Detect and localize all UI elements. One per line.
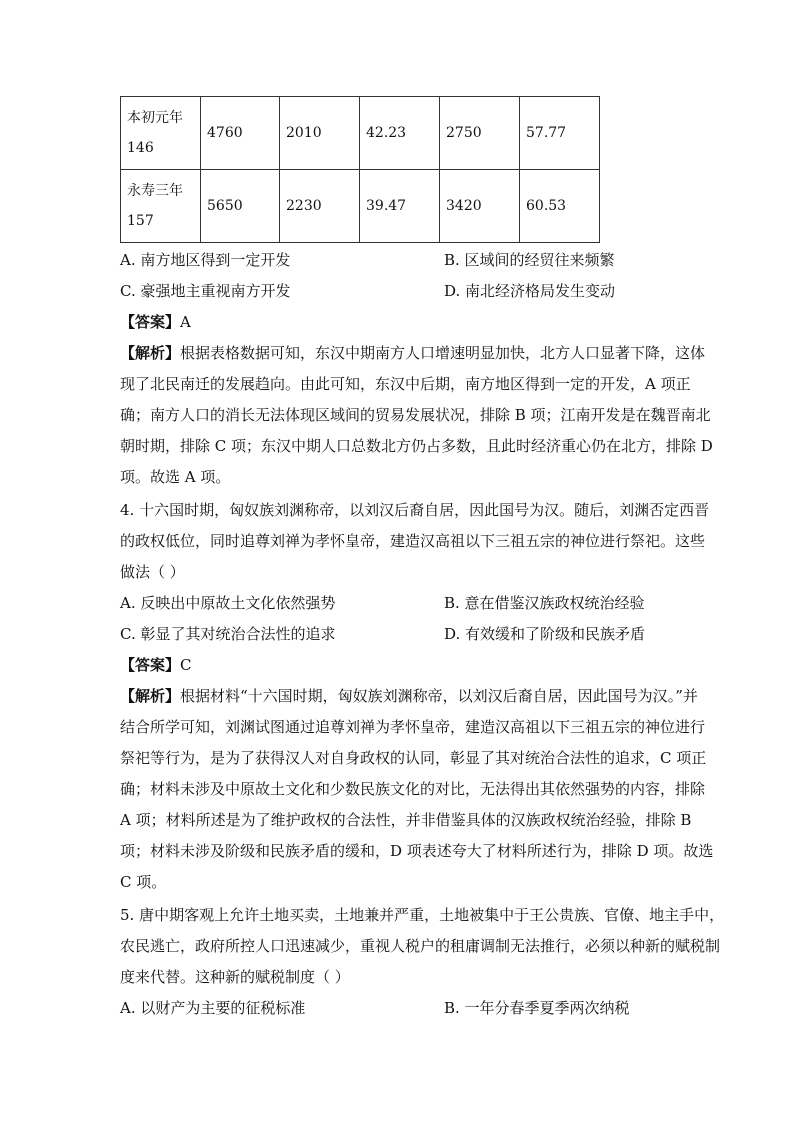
- q4-stem-line: 4. 十六国时期，匈奴族刘渊称帝，以刘汉后裔自居，因此国号为汉。随后，刘渊否定西晋: [120, 501, 710, 519]
- q4-analysis-line: C 项。: [120, 873, 167, 891]
- q5-stem-line: 5. 唐中期客观上允许土地买卖，土地兼并严重，土地被集中于王公贵族、官僚、地主手中，: [120, 906, 725, 924]
- table-cell-period: 永寿三年 157: [121, 170, 201, 243]
- q4-option-c: C. 彰显了其对统治合法性的追求: [120, 625, 336, 643]
- q4-analysis-line: 祭祀等行为，是为了获得汉人对自身政权的认同，彰显了其对统治合法性的追求，C 项正: [120, 749, 707, 767]
- q3-option-b: B. 区域间的经贸往来频繁: [444, 251, 615, 269]
- table-cell: 39.47: [360, 170, 440, 243]
- answer-value: C: [180, 656, 192, 674]
- table-cell: 2750: [440, 97, 520, 170]
- table-cell-period: 本初元年 146: [121, 97, 201, 170]
- q3-analysis-line: 确；南方人口的消长无法体现区域间的贸易发展状况，排除 B 项；江南开发是在魏晋南北: [120, 406, 711, 424]
- q4-answer: [120, 655, 192, 675]
- table-cell: 2230: [280, 170, 360, 243]
- answer-tag: 【答案】: [120, 313, 181, 331]
- q4-analysis-line: 【解析】根据材料“十六国时期，匈奴族刘渊称帝，以刘汉后裔自居，因此国号为汉。”并: [120, 687, 698, 705]
- population-table: [120, 96, 600, 243]
- table-cell: 57.77: [520, 97, 600, 170]
- q4-option-b: B. 意在借鉴汉族政权统治经验: [444, 594, 645, 612]
- q4-stem-line: 的政权低位，同时追尊刘禅为孝怀皇帝，建造汉高祖以下三祖五宗的神位进行祭祀。这些: [120, 532, 706, 550]
- q4-option-a: A. 反映出中原故土文化依然强势: [120, 594, 336, 612]
- q5-option-b: B. 一年分春季夏季两次纳税: [444, 999, 630, 1017]
- answer-value: A: [180, 313, 191, 331]
- table-row: [121, 170, 600, 243]
- q3-analysis-line: 项。故选 A 项。: [120, 468, 231, 486]
- q5-option-a: A. 以财产为主要的征税标准: [120, 999, 306, 1017]
- q4-stem-line: 做法（ ）: [120, 563, 185, 581]
- answer-tag: 【答案】: [120, 656, 181, 674]
- q4-analysis-line: 确；材料未涉及中原故土文化和少数民族文化的对比，无法得出其依然强势的内容，排除: [120, 780, 706, 798]
- table-cell: 2010: [280, 97, 360, 170]
- q5-stem-line: 度来代替。这种新的赋税制度（ ）: [120, 968, 350, 986]
- q3-option-a: A. 南方地区得到一定开发: [120, 251, 291, 269]
- q4-analysis-line: 结合所学可知，刘渊试图通过追尊刘禅为孝怀皇帝，建造汉高祖以下三祖五宗的神位进行: [120, 718, 706, 736]
- q3-analysis-line: 【解析】根据表格数据可知，东汉中期南方人口增速明显加快，北方人口显著下降，这体: [120, 344, 706, 362]
- q3-option-c: C. 豪强地主重视南方开发: [120, 282, 291, 300]
- table-cell: 5650: [201, 170, 280, 243]
- table-cell: 60.53: [520, 170, 600, 243]
- q3-option-d: D. 南北经济格局发生变动: [444, 282, 616, 300]
- q3-answer: [120, 312, 191, 332]
- table-cell: 4760: [201, 97, 280, 170]
- q5-stem-line: 农民逃亡，政府所控人口迅速减少，重视人税户的租庸调制无法推行，必须以种新的赋税制: [120, 937, 721, 955]
- q4-analysis-line: A 项；材料所述是为了维护政权的合法性，并非借鉴具体的汉族政权统治经验，排除 B: [120, 811, 692, 829]
- q4-option-d: D. 有效缓和了阶级和民族矛盾: [444, 625, 646, 643]
- table-cell: 3420: [440, 170, 520, 243]
- q4-analysis-line: 项；材料未涉及阶级和民族矛盾的缓和，D 项表述夸大了材料所述行为，排除 D 项。故选: [120, 842, 714, 860]
- table-cell: 42.23: [360, 97, 440, 170]
- analysis-tag: 【解析】: [120, 687, 181, 705]
- table-row: [121, 97, 600, 170]
- analysis-tag: 【解析】: [120, 344, 181, 362]
- q3-analysis-line: 朝时期，排除 C 项；东汉中期人口总数北方仍占多数，且此时经济重心仍在北方，排除 D: [120, 437, 713, 455]
- q3-analysis-line: 现了北民南迁的发展趋向。由此可知，东汉中后期，南方地区得到一定的开发，A 项正: [120, 375, 691, 393]
